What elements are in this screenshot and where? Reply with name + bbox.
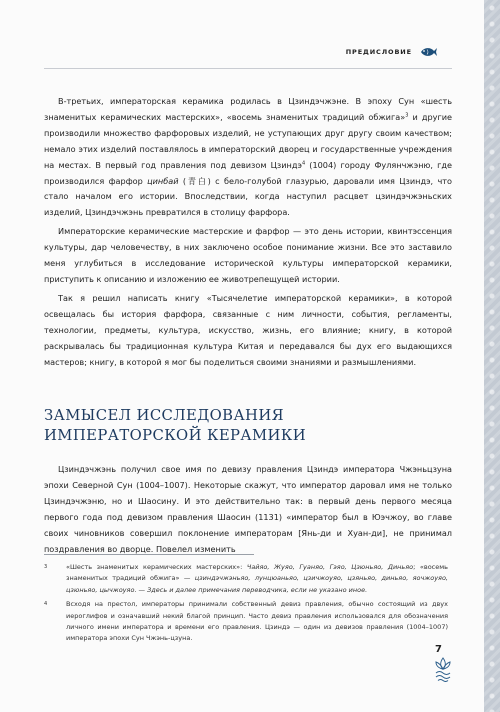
text-run: Всходя на престол, императоры принимали собственный девиз правления, обычно состоящий из двух иероглифов и означавший некий благой принцип. Часто девиз правления использовался для обозначения личного имени императора и времени его правления. Цзиндэ — один из девизов правления (1004–1007) императора эпохи Сун Чжэнь-цзуна.	[66, 600, 448, 643]
decorative-border-pattern	[484, 0, 500, 712]
text-run: и другие производили множество фарфоровых изделий, не уступающих друг другу своим качеством; немало этих изделий поставлялось в императорский дворец и государственные учреждения на местах. В первый год правления под девизом Цзиндэ	[44, 111, 452, 170]
text-run: Чайяо, Жуяо, Гуаняо, Гэяо, Цзюньяо, Диньяо	[246, 563, 414, 571]
text-run: . —	[134, 585, 148, 594]
section-heading	[44, 406, 306, 446]
text-run: ; «восемь знаменитых традиций обжига» —	[66, 563, 448, 583]
footnotes	[44, 562, 448, 645]
footnote-text	[66, 562, 448, 596]
page-number: 7	[435, 644, 442, 655]
running-header	[346, 46, 438, 58]
section-heading-line2: ИМПЕРАТОРСКОЙ КЕРАМИКИ	[44, 427, 307, 444]
intro-text	[44, 94, 452, 370]
intro-paragraph	[44, 291, 452, 371]
header-divider	[44, 68, 452, 69]
footnote-number: 4	[44, 601, 48, 608]
footnote-ref: 3	[405, 112, 409, 119]
text-run: Здесь и далее примечания переводчика, если не указано иное.	[147, 585, 368, 594]
footnote-divider	[44, 554, 254, 555]
lotus-wave-icon	[433, 656, 453, 682]
running-header-label: ПРЕДИСЛОВИЕ	[345, 48, 412, 56]
footnote-number: 3	[44, 564, 48, 570]
text-run: Императорские керамические мастерские и фарфор — это день истории, квинтэссенция культуры, дар человечеству, в них заключено особое понимание жизни. Все это заставило меня углубиться в исследование исторической культуры императорской керамики, приступить к описанию и изложению ее животрепещущей истории.	[44, 226, 452, 284]
intro-paragraph	[44, 94, 452, 221]
section-heading-line1: ЗАМЫСЕЛ ИССЛЕДОВАНИЯ	[44, 407, 285, 424]
section-paragraph: Цзиндэчжэнь получил свое имя по девизу правления Цзиндэ императора Чжэньцзуна эпохи Северной Сун (1004–1007). Некоторые скажут, что император даровал имя не только Цзиндэчжэню, но и Шаосину. И это действительно так: в первый день первого месяца первого года под девизом правления Шаосин (1131) «император был в Юэчжоу, во главе своих чиновников совершил поклонение императорам [Янь-ди и Хуан-ди], не принимал поздравления во дворце. Повелел изменить	[44, 464, 452, 554]
text-run: «Шесть знаменитых керамических мастерских»:	[66, 563, 247, 571]
text-run: цинбай	[147, 175, 179, 186]
text-run: (1004) городу Фулянчжэню, где производился фарфор	[44, 159, 453, 186]
footnote-text	[66, 599, 448, 645]
footnote-4	[44, 599, 448, 645]
text-run: Так я решил написать книгу «Тысячелетие императорской керамики», в которой освещалась бы история фарфора, связанные с ним личности, события, регламенты, технологии, предметы, культура, искусство, жизнь, его влияние; книгу, в которой раскрывалась бы традиционная культура Китая и передавался бы дух его выдающихся мастеров; книгу, в которой я мог бы поделиться своими знаниями и размышлениями.	[44, 292, 452, 367]
intro-paragraph	[44, 224, 452, 288]
footnote-ref: 4	[301, 159, 306, 166]
text-run: В-третьих, императорская керамика родилась в Цзиндэчжэне. В эпоху Сун «шесть знаменитых керамических мастерских», «восемь знаменитых традиций обжига»	[44, 96, 452, 122]
text-run: (青白) с бело-голубой глазурью, даровали имя Цзиндэ, что стало началом его истории. Впоследствии, когда наступил расцвет цзиндэчжэньских изделий, Цзиндэчжэнь превратился в столицу фарфора.	[44, 175, 452, 218]
section-body	[44, 462, 452, 557]
carp-fish-icon	[420, 46, 438, 58]
footnote-3	[44, 562, 448, 596]
text-run: цзиндэчжэньяо, лунцюаньяо, цзичжоуяо, цзяньяо, диньяо, яочжоуяо, цзюньяо, цычжоуяо	[66, 574, 448, 594]
